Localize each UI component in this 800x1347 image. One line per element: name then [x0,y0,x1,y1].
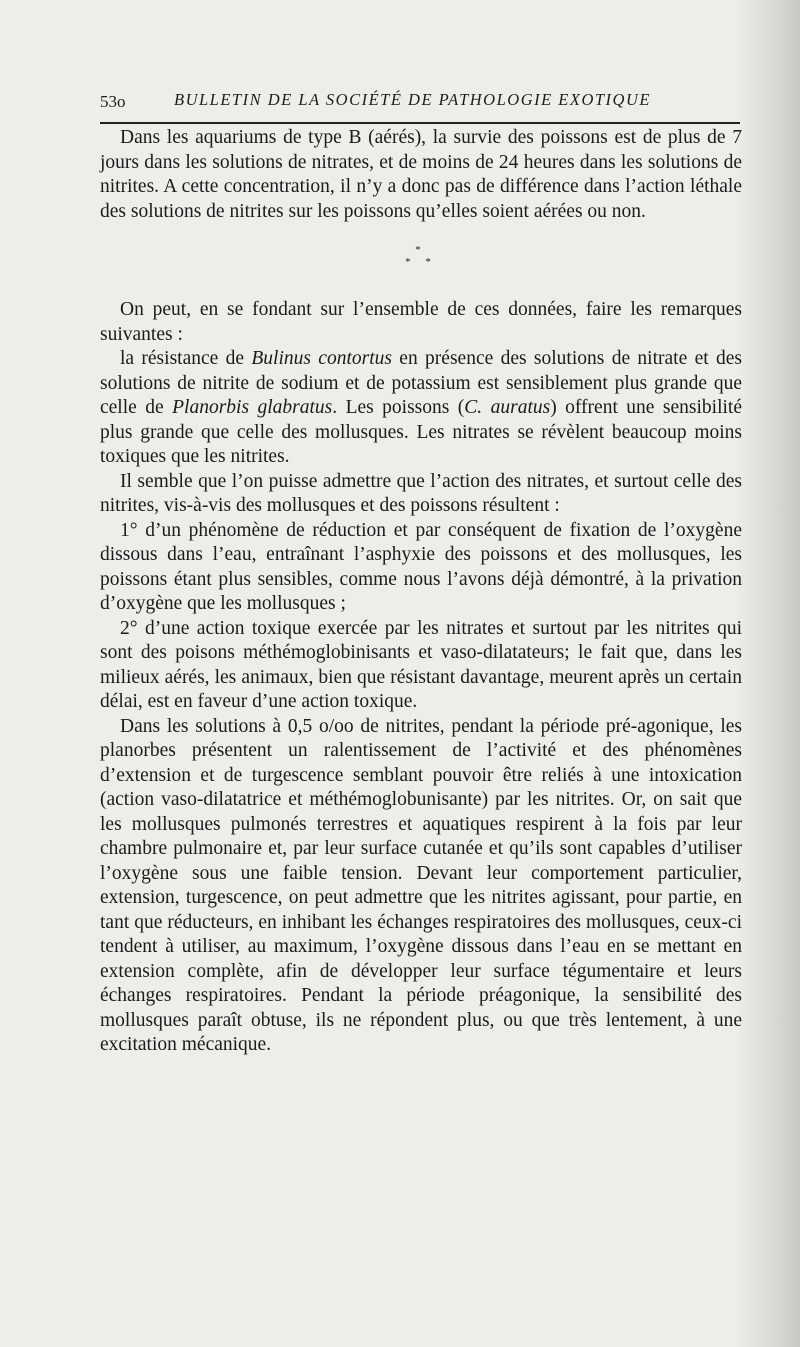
italic-term: C. auratus [464,397,551,418]
text-run: 2° d’une action toxique exercée par les nitrates et surtout par les nitrites qui sont des poisons méthémoglobinisants et vaso-dilatateurs; le fait que, dans les milieux aérés, les animaux, bien que résistant davantage, meurent après un certain délai, est en faveur d’une action toxique. [100,617,742,712]
paragraph-aquarium-b [100,126,742,224]
paragraph-action-nitrates [100,470,742,519]
text-run: la résistance de [120,348,252,369]
page-number: 53o [100,92,126,111]
text-run: Dans les solutions à 0,5 o/oo de nitrites, pendant la période pré-agonique, les planorbes présentent un ralentissement de l’activité et des phénomènes d’extension et de turgescence semblant pouvoir être reliés à une intoxication (action vaso-dilatatrice et méthémoglobunisante) par les nitrites. Or, on sait que les mollusques pulmonés terrestres et aquatiques respirent à la fois par leur chambre pulmonaire et, par leur surface cutanée et qu’ils sont capables d’utiliser l’oxygène sous une faible tension. Devant leur comportement particulier, extension, turgescence, on peut admettre que les nitrites agissant, pour partie, en tant que réducteurs, en inhibant les échanges respiratoires des mollusques, ceux-ci tendent à utiliser, au maximum, l’oxygène dissous dans l’eau en se mettant en extension complète, afin de développer leur surface tégumentaire et leurs échanges respiratoires. Pendant la période préagonique, la sensibilité des mollusques paraît obtuse, ils ne répondent plus, ou que très lentement, à une excitation mécanique. [100,715,742,1055]
paragraph-resistance [100,347,742,470]
text-run: . Les poissons ( [332,397,465,418]
header-rule [100,122,740,124]
text-run: en présence des solutions de nitrate et des solutions de nitrite de sodium et de potassium est sensiblement plus grande que celle de [100,348,742,418]
paragraph-solutions-nitrites [100,715,742,1058]
text-run: Il semble que l’on puisse admettre que l’action des nitrates, et surtout celle des nitrites, vis-à-vis des mollusques et des poissons résultent : [100,470,742,516]
italic-term: Planorbis glabratus [172,397,333,418]
paragraph-point-2 [100,617,742,715]
text-run: Dans les aquariums de type B (aérés), la survie des poissons est de plus de 7 jours dans les solutions de nitrates, et de moins de 24 heures dans les solutions de nitrites. A cette concentration, il n’y a donc pas de différence dans l’action léthale des solutions de nitrites sur les poissons qu’elles soient aérées ou non. [100,127,742,222]
section-break [100,244,742,268]
body-text [100,126,742,1058]
section-break-star-top: * [415,244,427,256]
italic-term: Bulinus contortus [251,348,392,369]
section-break-star-bottom: * * [405,256,437,268]
text-run: On peut, en se fondant sur l’ensemble de ces données, faire les remarques suivantes : [100,299,742,345]
text-run: 1° d’un phénomène de réduction et par conséquent de fixation de l’oxygène dissous dans l’eau, entraînant l’asphyxie des poissons et des mollusques, les poissons étant plus sensibles, comme nous l’avons déjà démontré, à la privation d’oxygène que les mollusques ; [100,519,742,614]
paragraph-point-1 [100,519,742,617]
running-title: BULLETIN DE LA SOCIÉTÉ DE PATHOLOGIE EXOTIQUE [174,90,651,109]
text-run: ) offrent une sensibilité plus grande que celle des mollusques. Les nitrates se révèlent beaucoup moins toxiques que les nitrites. [100,397,742,467]
paragraph-remarques [100,298,742,347]
page-header [100,88,740,116]
